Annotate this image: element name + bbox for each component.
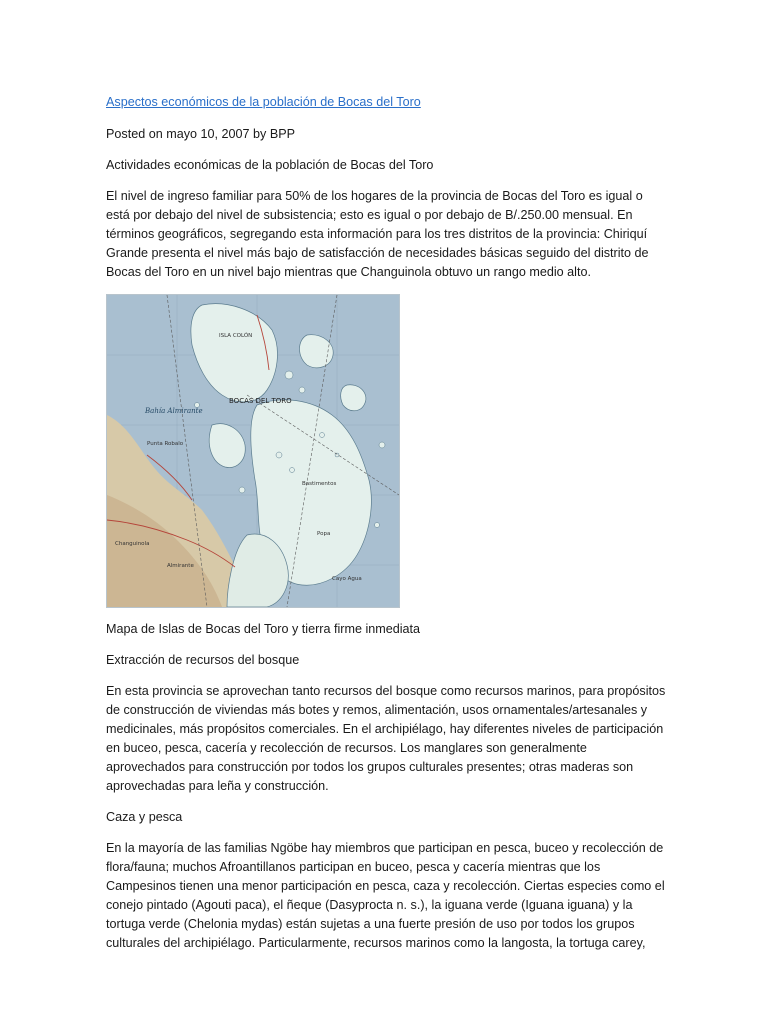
article [106,93,666,965]
bocas-map-image [106,294,400,608]
section-heading-forest: Extracción de recursos del bosque [106,653,300,667]
section-heading-economic: Actividades económicas de la población de Bocas del Toro [106,158,434,172]
forest-paragraph: En esta provincia se aprovechan tanto recursos del bosque como recursos marinos, para propósitos de construcción de viviendas más botes y remos, alimentación, usos ornamentales/artesanales y medicinales, más propósitos comerciales. En el archipiélago, hay diferentes niveles de participación en buceo, pesca, cacería y recolección de recursos. Los manglares son generalmente aprovechados para construcción por todos los grupos culturales presentes; otras maderas son aprovechadas para leña y construcción. [106,684,666,793]
map-label-cayo-agua: Cayo Agua [332,576,362,582]
post-meta: Posted on mayo 10, 2007 by BPP [106,127,296,141]
hunting-paragraph: En la mayoría de las familias Ngöbe hay miembros que participan en pesca, buceo y recolección de flora/fauna; muchos Afroantillanos participan en buceo, pesca y cacería mientras que los Campesinos tienen una menor participación en pesca, caza y recolección. Ciertas especies como el conejo pintado (Agouti paca), el ñeque (Dasyprocta n. s.), la iguana verde (Iguana iguana) y la tortuga verde (Chelonia mydas) están sujetas a una fuerte presión de uso por todos los grupos culturales del archipiélago. Particularmente, recursos marinos como la langosta, la tortuga carey, [106,841,665,950]
map-label-isla-colon: ISLA COLÓN [219,333,253,339]
map-label-bahia: Bahía Almirante [145,407,203,415]
bocas-map-drawing [107,295,399,607]
map-label-changuinola: Changuinola [115,541,150,547]
map-label-almirante: Almirante [167,563,194,569]
map-label-punta: Punta Robalo [147,441,184,447]
map-caption: Mapa de Islas de Bocas del Toro y tierra firme inmediata [106,622,421,636]
map-label-popa: Popa [317,531,331,537]
post-title-link[interactable]: Aspectos económicos de la población de Bocas del Toro [106,95,421,109]
section-heading-hunting: Caza y pesca [106,810,183,824]
map-label-bastimentos: Bastimentos [302,481,337,487]
income-paragraph: El nivel de ingreso familiar para 50% de los hogares de la provincia de Bocas del Toro es igual o está por debajo del nivel de subsistencia; esto es igual o por debajo de B/.250.00 mensual. En términos geográficos, segregando esta información para los tres distritos de la provincia: Chiriquí Grande presenta el nivel más bajo de satisfacción de necesidades básicas seguido del distrito de Bocas del Toro en un nivel bajo mientras que Changuinola obtuvo un rango medio alto. [106,189,649,279]
map-label-bocas-town: BOCAS DEL TORO [229,397,292,405]
